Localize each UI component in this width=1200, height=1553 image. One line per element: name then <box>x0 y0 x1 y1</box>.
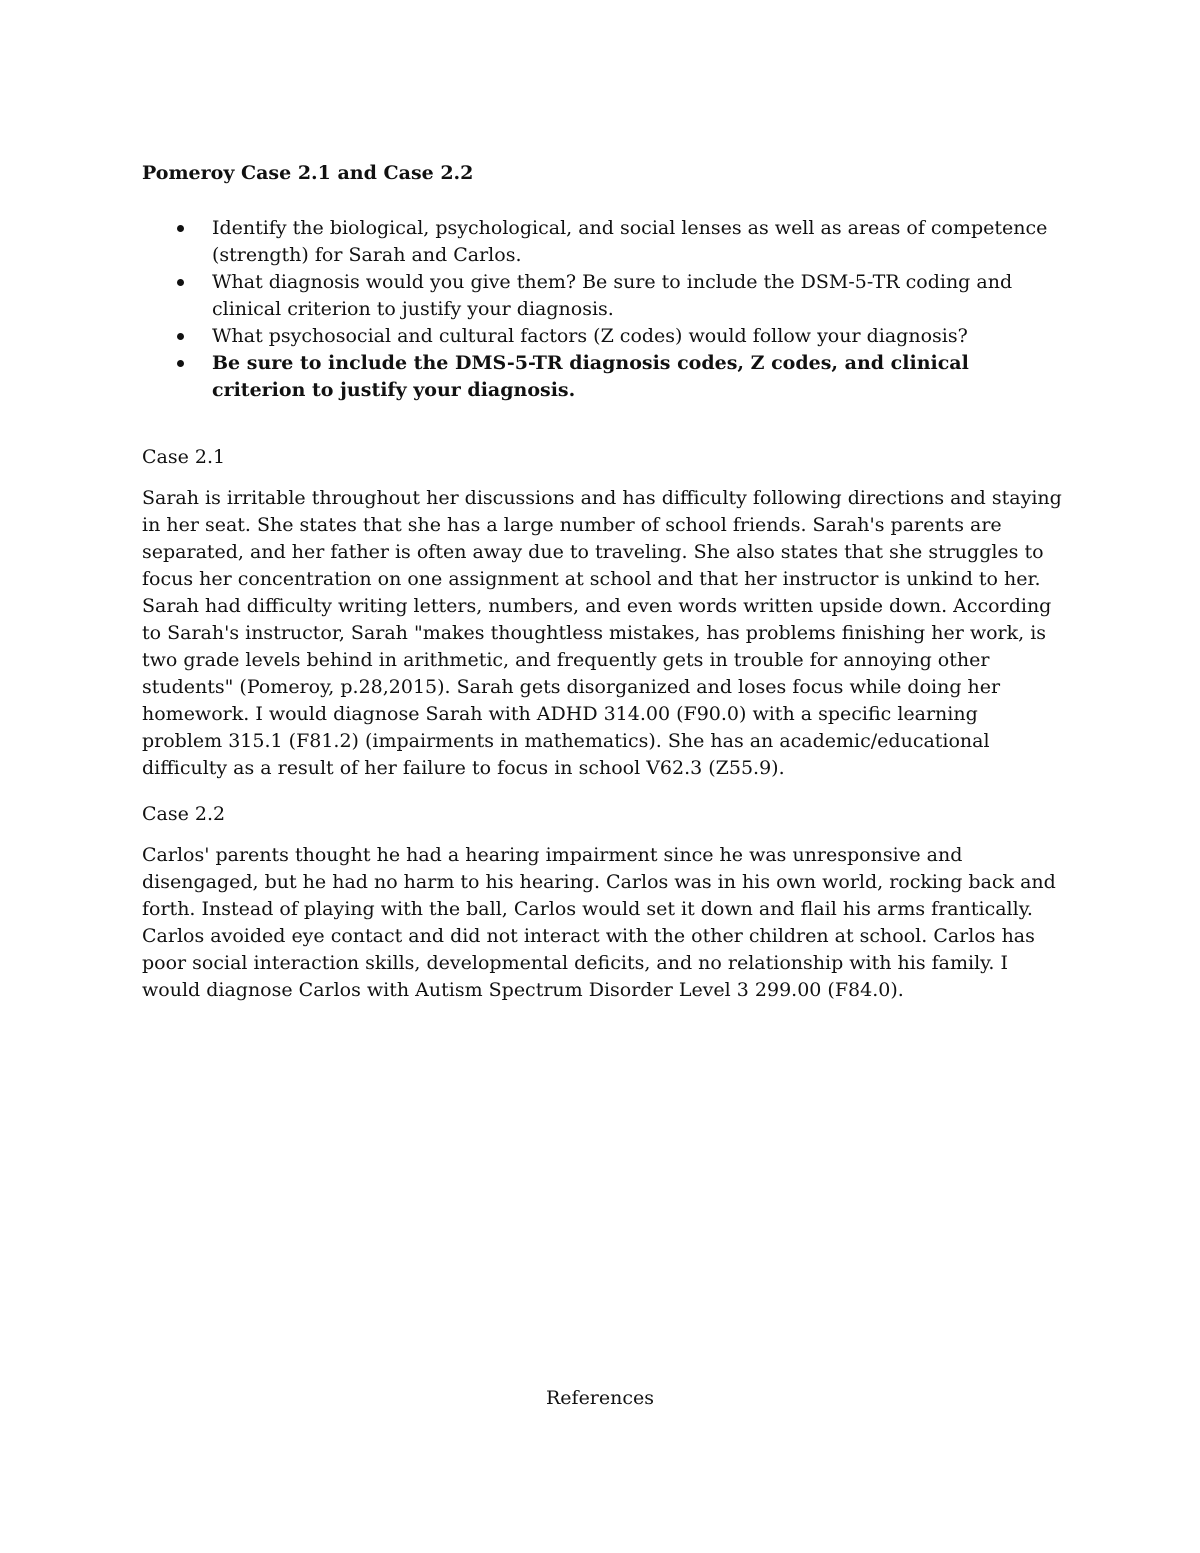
bullet-icon <box>177 279 184 286</box>
case-2-2-body: Carlos' parents thought he had a hearing impairment since he was unresponsive and disengaged, but he had no harm to his hearing. Carlos was in his own world, rocking back and forth. Instead of playing with the ball, Carlos would set it down and flail his arms frantically. Carlos avoided eye contact and did not interact with the other children at school. Carlos has poor social interaction skills, developmental deficits, and no relationship with his family. I would diagnose Carlos with Autism Spectrum Disorder Level 3 299.00 (F84.0). <box>142 844 1056 1001</box>
document-title: Pomeroy Case 2.1 and Case 2.2 <box>142 162 474 184</box>
question-text: Be sure to include the DMS-5-TR diagnosis codes, Z codes, and clinical criterion to justify your diagnosis. <box>212 352 969 401</box>
bullet-icon <box>177 333 184 340</box>
question-text: Identify the biological, psychological, and social lenses as well as areas of competence (strength) for Sarah and Carlos. <box>212 217 1048 266</box>
question-item <box>212 323 1062 350</box>
question-list <box>142 215 1062 404</box>
case-2-2-heading: Case 2.2 <box>142 803 226 825</box>
question-text: What diagnosis would you give them? Be sure to include the DSM-5-TR coding and clinical criterion to justify your diagnosis. <box>212 271 1013 320</box>
question-text: What psychosocial and cultural factors (Z codes) would follow your diagnosis? <box>212 325 968 347</box>
bullet-icon <box>177 225 184 232</box>
question-item <box>212 215 1062 269</box>
references-heading: References <box>545 1387 655 1409</box>
question-item-emphasis <box>212 350 1062 404</box>
document-content <box>142 160 1062 1023</box>
question-item <box>212 269 1062 323</box>
case-2-1-heading: Case 2.1 <box>142 446 226 468</box>
case-2-1-body: Sarah is irritable throughout her discussions and has difficulty following directions and staying in her seat. She states that she has a large number of school friends. Sarah's parents are separated, and her father is often away due to traveling. She also states that she struggles to focus her concentration on one assignment at school and that her instructor is unkind to her. Sarah had difficulty writing letters, numbers, and even words written upside down. According to Sarah's instructor, Sarah "makes thoughtless mistakes, has problems finishing her work, is two grade levels behind in arithmetic, and frequently gets in trouble for annoying other students" (Pomeroy, p.28,2015). Sarah gets disorganized and loses focus while doing her homework. I would diagnose Sarah with ADHD 314.00 (F90.0) with a specific learning problem 315.1 (F81.2) (impairments in mathematics). She has an academic/educational difficulty as a result of her failure to focus in school V62.3 (Z55.9). <box>142 487 1062 779</box>
bullet-icon <box>177 360 184 367</box>
